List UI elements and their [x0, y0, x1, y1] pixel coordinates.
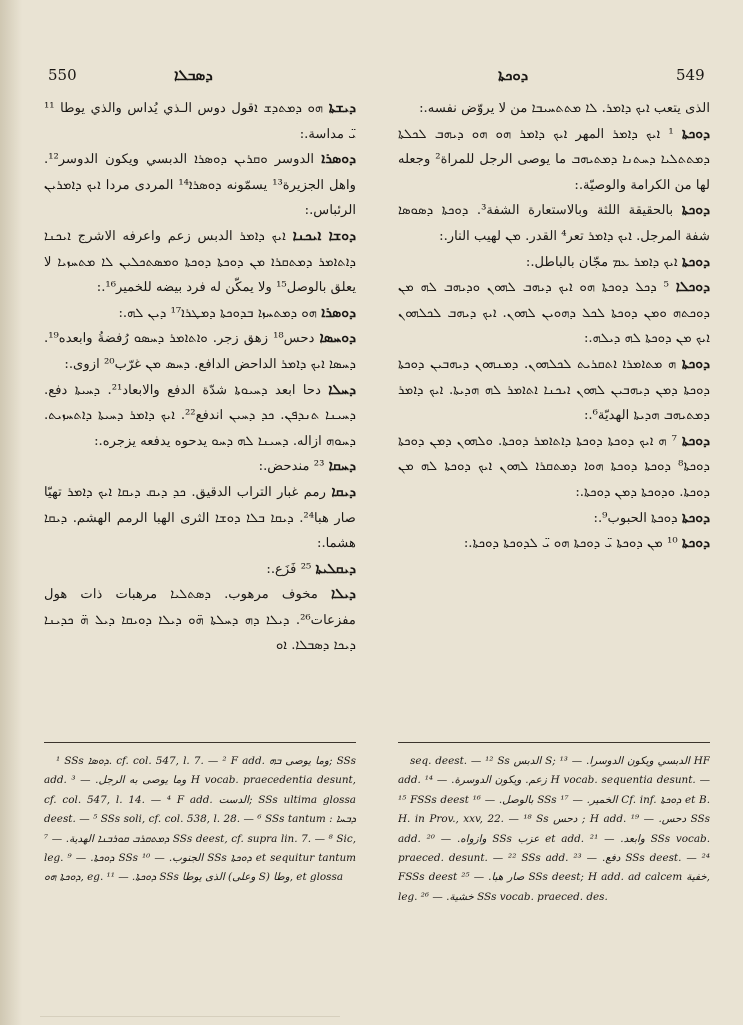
entry-text: ²³ مندحض.:: [258, 459, 325, 475]
lexicon-entry: [44, 326, 356, 377]
entry-lemma: ܕܝܠܐ: [331, 586, 356, 603]
right-footnote-rule: [398, 742, 710, 743]
entry-text: دحس¹⁸ زهق زجر. ܘܐܬܐܡܪ ܕܚܣܘ رُفضةُ وابعده¹⁹. ܕܚܣܐ ܐܝܟ ܕܐܡܪ الداحض الدافع. ܕܚܣ ܡܢ غرّب²⁰ ازوى.:: [44, 331, 356, 372]
right-page-header: [398, 66, 710, 88]
entry-lemma: ܕܘܟܬܐ: [681, 355, 710, 372]
lexicon-entry: [398, 429, 710, 506]
left-page-number: 550: [48, 66, 77, 84]
left-column: [44, 96, 356, 736]
entry-lemma: ܕܘܟܬܐ: [681, 202, 710, 219]
entry-text: ⁷ ܗ ܐܝܟ ܕܘܟܬܐ ܕܘܟܬܐ ܕܐܬܐܡܪ ܕܘܟܬܐ. ܘܠܗܘܢ ܕܡܢ ܕܘܟܬܐ ܕܘܟܬܐ⁸ ܕܘܟܬܐ ܕܘܟܬܐ ܗܘܐ ܕܡܬܩܪܐ ܠܗܘܢ ܐܝܟ ܕܘܟܬܐ ܠܗ ܡܢ ܕܘܟܬܐ. ܘܕܘܟܬܐ ܕܡܢ ܕܘܟܬܐ.:: [398, 433, 710, 500]
lexicon-entry: [44, 557, 356, 583]
entry-text: ܗܘ ܕܡܬܚܙܐ ܒܕܘܟܬܐ ܕܡܛܪܐ¹⁷ ܕܝܢ ܠܗ.:: [118, 305, 317, 321]
right-column: [398, 96, 710, 736]
entry-lemma: ܕܚܠܐ: [328, 381, 356, 398]
entry-text: الدوسر ܘܩܪܝܢ ܕܘܣܪܐ الدبسي ويكون الدوسر¹². واهل الجزيرة¹³ يسمّونه ܕܘܣܪܐ¹⁴ المردى مردا ܐܝܟ ܕܐܡܪܝܢ الرئباس.:: [44, 152, 356, 219]
lexicon-entry: [398, 96, 710, 122]
lexicon-entry: [398, 250, 710, 276]
left-page-header: [44, 66, 356, 88]
entry-text: الذى يتعب ܐܝܟ ܕܐܡܪ. ܠܐ ܡܬܬܚܝܒܐ من لا يروّض نفسه.:: [419, 101, 710, 116]
lexicon-entry: [398, 275, 710, 352]
lexicon-entry: [44, 224, 356, 301]
lexicon-entry: [44, 480, 356, 557]
lexicon-entry: [398, 352, 710, 429]
lexicon-entry: [44, 454, 356, 480]
entry-lemma: ܕܘܣܪܐ: [321, 151, 356, 168]
right-page-number: 549: [676, 66, 705, 84]
lexicon-entry: [44, 301, 356, 327]
entry-lemma: ܕܘܟܬܐ: [681, 432, 710, 449]
entry-lemma: ܕܘܟܬܐ: [681, 125, 710, 142]
lexicon-entry: [44, 147, 356, 224]
entry-text: ܗܘ ܕܡܬܕܫ ܐقول دوس الـذي يُداس والذي يوطا ¹¹ ܝ̈ مداسة.:: [44, 101, 356, 142]
right-running-title: ܕܘܟܬܐ: [498, 66, 529, 84]
footnote-text: ¹ SSs ܕܘܣܐ. cf. col. 547, l. 7. — ² F add. وما يوصى ܒܗ; SSs add. وما يوصى به الرجل. — ³ H vocab. praecedentia desunt, cf. col. 547, l. 14. — ⁴ F add. الدست; SSs ultima glossa deest. — ⁵ SSs soli, cf. col. 538, l. 28. — ⁶ SSs tantum : ܕܒܚܐ ܕܡܬܩܪܒ ܩܘܪܒܢܐ الهدية. — ⁷ SSs deest, cf. supra lin. 7. — ⁸ Sic, leg. ܕܘܟܬܐ. — ⁹ SSs الجنوب. — ¹⁰ SSs ܕܘܟܬܐ et sequitur tantum ܕܘܟܬܐ ܗܘ, eg. ܕܘܟܬܐ. — ¹¹ SSs الذى يوطا (وعلى S) وطا, et glossa: [44, 755, 356, 884]
entry-text: بالحقيقة اللثة وبالاستعارة الشفة³. ܕܘܟܬܐ ܕܣܘܣܐ شفة المرجل. ܐܝܟ ܕܐܡܪ تعر⁴ القدر. ܡܢ لهيب النار.:: [398, 203, 710, 244]
lexicon-entry: [398, 198, 710, 249]
entry-text: ܕܘܟܬܐ الحبوب⁹.:: [593, 510, 678, 526]
entry-lemma: ܕܘܟܬܐ: [681, 253, 710, 270]
right-footnotes: [398, 752, 710, 957]
entry-text: رمم غبار التراب الدقيق. ܟܕ ܕܝܩ ܕܝܩܐ ܐܝܟ ܕܐܡܪ تهيّا صار هبا²⁴. ܕܝܩܐ ܒܠܐ ܕܘܫܐ الثرى الهبا الرمم الهشم. ܕܝܩܐ هشما.:: [44, 484, 356, 552]
entry-text: مخوف مرهوب. ܕܣܬܠܝܐ مرهبات ذات هول مفزعات²⁶. ܕܝܠܐ ܕܗ ܕܚܠܬܐ ܗ̈ܘ ܕܝܠܐ ܕܘܝܩܐ ܕܝܠ ܗ̈ ܟܕܝܢܐ ܕܝܟܐ ܕܣܒܠܐ. ܐܘ: [44, 587, 356, 654]
entry-text: ܗ ܡܬܐܡܪܐ ܐܬܩܪܝܬ ܠܟܠܗܘܢ. ܕܡܢܗܘܢ ܕܝܗܒܝܢ ܕܘܟܬܐ ܕܘܟܬܐ ܕܡܢ ܕܝܗܒܝܢ ܠܗܘܢ ܐܝܟܢܐ ܐܬܐܡܪ ܠܗ ܗܕܝܬܐ. ܐܝܟ ܕܐܡܪ ܕܡܬܝܗܒ ܗܕܝܬܐ الهديّة⁶.:: [398, 356, 710, 424]
lexicon-entry: [44, 378, 356, 455]
entry-text: ܐܝܟ ܕܐܡܪ ܥܡ مجّان بالباطل.:: [525, 254, 678, 270]
binding-shadow: [0, 0, 22, 1025]
page-bottom-edge: [40, 1016, 340, 1017]
entry-text: ²⁵ فَزَع.:: [266, 561, 312, 577]
entry-lemma: ܕܘܚܣܐ: [319, 330, 356, 347]
entry-lemma: ܕܘܣܪܐ: [321, 304, 356, 321]
entry-lemma: ܕܘܫܐ ܐܝܟܢܐ: [292, 227, 356, 244]
left-footnotes: [44, 752, 356, 957]
lexicon-entry: [398, 122, 710, 199]
lexicon-entry: [44, 96, 356, 147]
entry-text: ¹⁰ ܡܢ ܕܘܟܬܐ ܝ̈ ܕܘܟܬܐ ܗܘ ܝ̈ ܠܕܘܟܬܐ ܕܘܟܬܐ.:: [463, 536, 678, 552]
entry-lemma: ܕܘܟܠܐ: [675, 279, 710, 296]
footnote-text: seq. deest. — ¹² Ss الدبس S; الدبسي ويكون الدوسرا. — ¹³ HF add. زعم. ويكون الدوسرة. — ¹⁴ H vocab. sequentia desunt. — ¹⁵ FSSs deest بالوصل. — ¹⁶ SSs الخمير. — ¹⁷ Cf. inf. ܕܘܟܬܐ et B. H. in Prov., xxv, 22. — ¹⁸ Ss دحس ; H add. دحس. — ¹⁹ SSs add. وازواه. — ²⁰ SSs عزب et add. وابعد. — ²¹ SSs vocab. praeced. desunt. — ²² SSs add. دفع. — ²³ SSs deest. — ²⁴ FSSs deest صار هبا. — ²⁵ SSs deest; H add. ad calcem خفية, leg. خشية. — ²⁶ SSs vocab. praeced. des.: [398, 755, 710, 903]
entry-text: ⁵ ܕܟܠ ܕܘܟܬܐ ܗܘ ܐܝܟ ܕܝܗܒ ܠܗܘܢ ܘܕܝܗܒ ܠܗ ܡܢ ܕܘܟܬܗ ܘܡܢ ܕܘܟܬܐ ܠܟܠ ܕܗܘܝܢ ܠܗܘܢ. ܐܝܟ ܕܝܗܒ ܠܟܠܗܘܢ ܐܝܟ ܡܢ ܕܘܟܬܐ ܠܗ ܕܝܠܗ.:: [398, 280, 710, 347]
lexicon-entry: [398, 506, 710, 532]
entry-lemma: ܕܝܫܬܐ: [328, 100, 356, 116]
lexicon-entry: [44, 582, 356, 659]
entry-lemma: ܕܝܩܐ: [331, 483, 356, 500]
left-running-title: ܕܣܒܠܐ: [174, 66, 213, 84]
entry-text: دحا ابعد ܕܚܝܘܬܐ شدّة الدفع والابعاد²¹. ܕܚܝܬܐ دفع. ܕܚܝܢܐ ܬܢܕܦܢ. ܟܕ ܕܚܝܢ اندفع²². ܐܝܟ ܕܐܡܪ ܕܚܝܬܐ ܕܐܬܚܙܝܬ. ܕܚܘܗ ازاله. ܕܚܝܢܐ ܠܗ ܕܚܘ يدحوه يدفعه يزجره.:: [44, 382, 356, 449]
lexicon-entry: [398, 531, 710, 557]
entry-text: ¹ ܐܝܟ ܕܐܡܪ المهر ܐܝܟ ܕܐܡܪ ܗܘ ܗܘ ܕܝܗܒ ܠܟܠܬܐ ܕܡܬܬܠܝܐ ܕܚܬܢܐ ܕܡܬܝܗܒ ما يوصى الرجل للمراة² وجعله لها من الكرامة والوصيّة.:: [398, 126, 710, 193]
entry-lemma: ܕܘܟܬܐ: [681, 509, 710, 526]
left-footnote-rule: [44, 742, 356, 743]
entry-lemma: ܕܘܟܬܐ: [681, 535, 710, 552]
entry-text: ܐܝܟ ܕܐܡܪ الدبس زعم واعرفه الاشرج ܐܝܟܢܐ ܕܐܬܐܡܪ ܕܡܬܩܪܐ ܡܢ ܕܘܟܬܐ ܕܘܟܬܐ ܘܡܣܬܟܠܝܢ ܠܐ ܡܬܚܙܝܐ لا يعلق بالوصل¹⁵ ولا يمكّن له فرد بيضه للخمير¹⁶.:: [44, 228, 356, 296]
entry-lemma: ܕܝܩܠܝܬܐ: [315, 560, 356, 577]
entry-lemma: ܕܚܩܐ: [328, 458, 356, 475]
